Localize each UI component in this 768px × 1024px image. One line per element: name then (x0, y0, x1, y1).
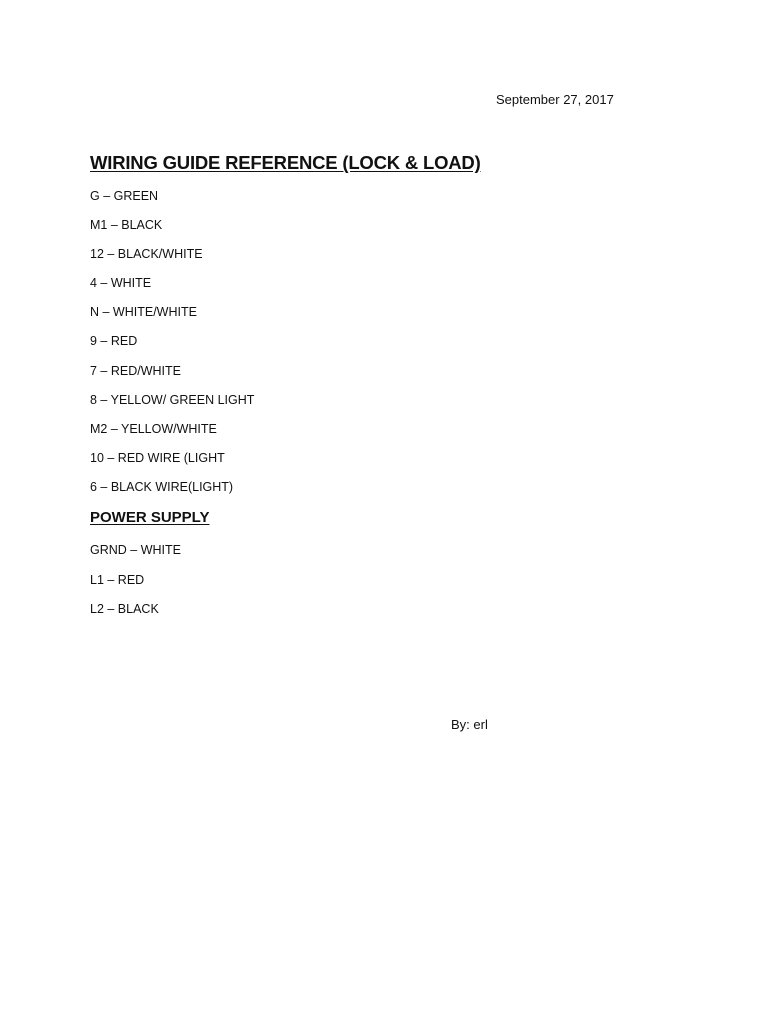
power-supply-item: L2 – BLACK (90, 602, 159, 616)
wiring-list-item: 8 – YELLOW/ GREEN LIGHT (90, 392, 255, 407)
power-supply-heading: POWER SUPPLY (90, 509, 210, 526)
power-supply-item: GRND – WHITE (90, 543, 181, 557)
wiring-list-item: G – GREEN (90, 189, 159, 203)
wiring-list (90, 188, 254, 508)
document-date: September 27, 2017 (496, 92, 614, 107)
power-supply-list (90, 542, 181, 631)
wiring-list-item: 12 – BLACK/WHITE (90, 247, 203, 262)
wiring-list-item: N – WHITE/WHITE (90, 305, 197, 320)
power-supply-item: L1 – RED (90, 572, 145, 587)
wiring-list-item: 10 – RED WIRE (LIGHT (90, 450, 225, 465)
page-title: WIRING GUIDE REFERENCE (LOCK & LOAD) (90, 152, 481, 173)
wiring-list-item: 4 – WHITE (90, 276, 152, 291)
wiring-list-item: 9 – RED (90, 334, 138, 349)
wiring-list-item: 6 – BLACK WIRE(LIGHT) (90, 479, 234, 494)
author-signature: By: erl (451, 717, 488, 732)
wiring-list-item: M1 – BLACK (90, 218, 163, 233)
wiring-list-item: M2 – YELLOW/WHITE (90, 421, 217, 436)
wiring-list-item: 7 – RED/WHITE (90, 363, 181, 378)
